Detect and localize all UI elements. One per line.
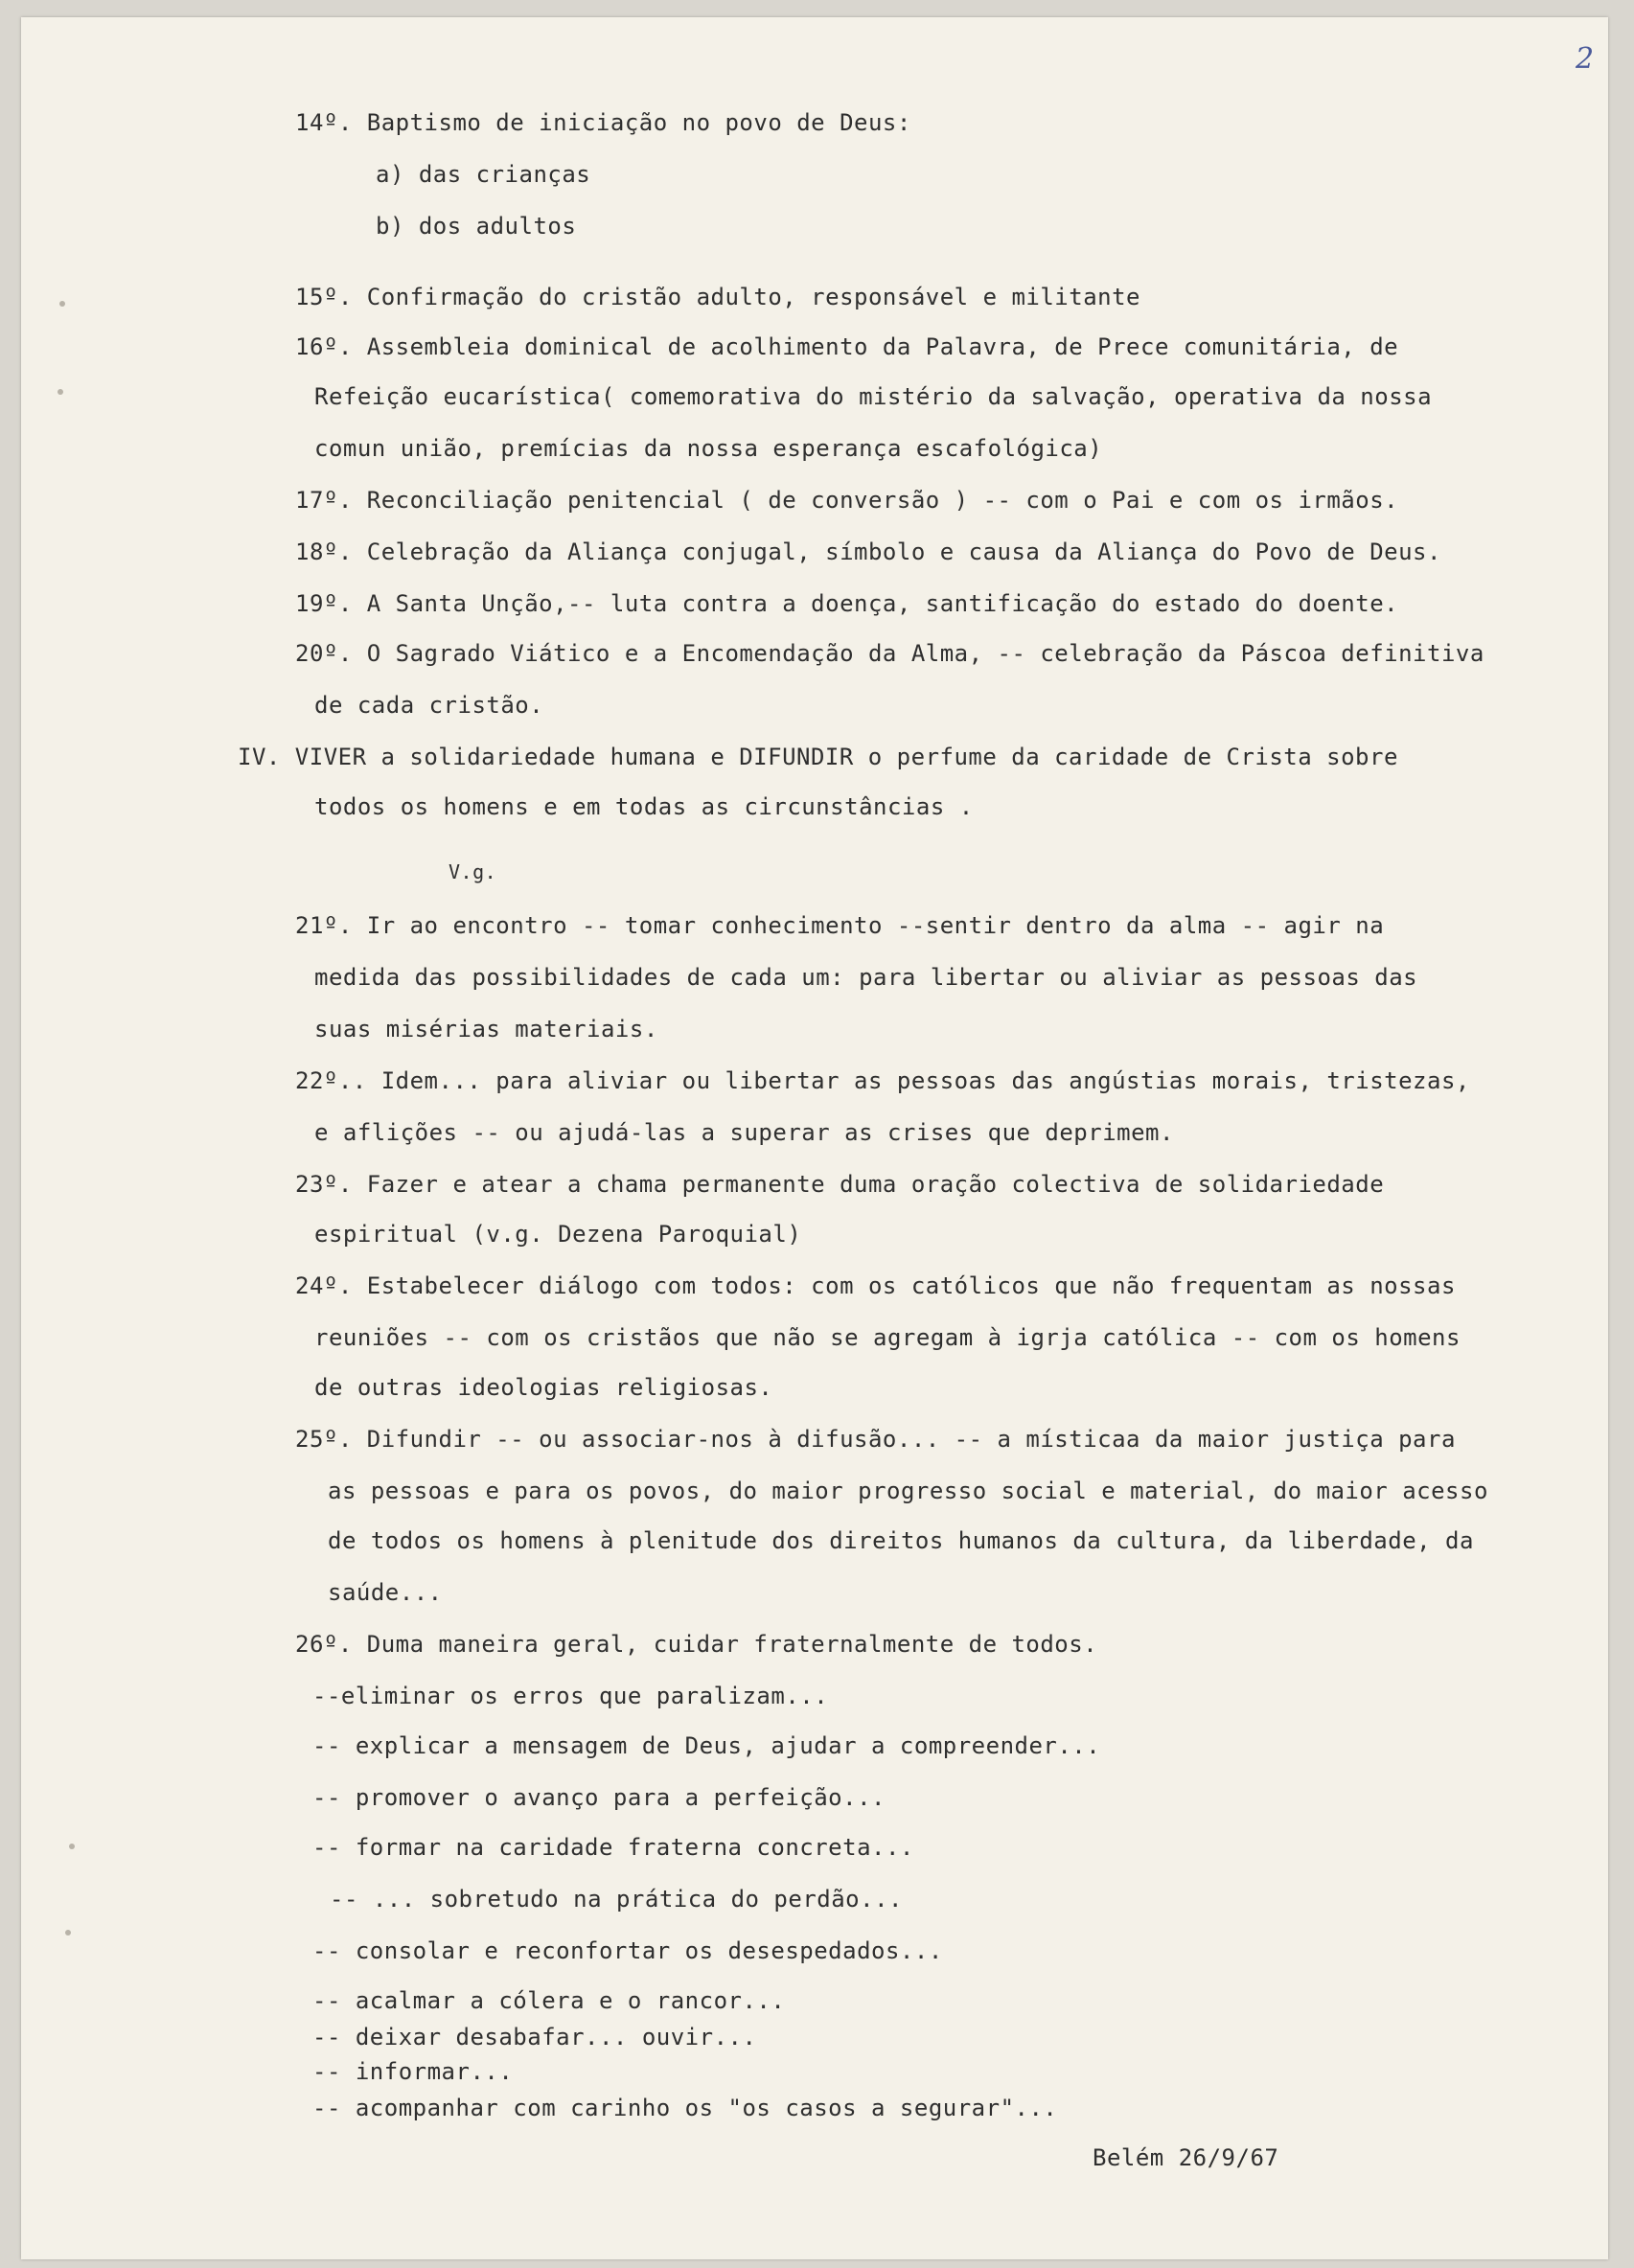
paper-speck: [69, 1844, 75, 1849]
paper-speck: [58, 389, 63, 395]
text-line: a) das crianças: [376, 161, 591, 188]
list-item: -- formar na caridade fraterna concreta...: [312, 1834, 914, 1861]
text-line: reuniões -- com os cristãos que não se agregam à igrja católica -- com os homens: [314, 1324, 1461, 1351]
text-line: 23º. Fazer e atear a chama permanente duma oração colectiva de solidariedade: [295, 1171, 1385, 1198]
list-item: -- consolar e reconfortar os desespedados...: [312, 1937, 943, 1964]
text-line: b) dos adultos: [376, 213, 577, 240]
list-item: -- ... sobretudo na prática do perdão...: [330, 1886, 903, 1913]
text-line: 24º. Estabelecer diálogo com todos: com os católicos que não frequentam as nossas: [295, 1272, 1456, 1299]
text-line: 18º. Celebração da Aliança conjugal, símbolo e causa da Aliança do Povo de Deus.: [295, 538, 1441, 565]
text-line: 14º. Baptismo de iniciação no povo de Deus:: [295, 109, 911, 136]
text-line: 25º. Difundir -- ou associar-nos à difusão... -- a místicaa da maior justiça para: [295, 1426, 1456, 1453]
text-line: de todos os homens à plenitude dos direitos humanos da cultura, da liberdade, da: [328, 1527, 1474, 1554]
text-line: 21º. Ir ao encontro -- tomar conhecimento --sentir dentro da alma -- agir na: [295, 912, 1385, 939]
text-line: 17º. Reconciliação penitencial ( de conversão ) -- com o Pai e com os irmãos.: [295, 487, 1399, 514]
text-line: suas misérias materiais.: [314, 1016, 658, 1042]
list-item: -- promover o avanço para a perfeição...: [312, 1784, 886, 1811]
list-item: --eliminar os erros que paralizam...: [312, 1683, 829, 1709]
text-line: 19º. A Santa Unção,-- luta contra a doença, santificação do estado do doente.: [295, 590, 1399, 617]
list-item: -- acompanhar com carinho os "os casos a segurar"...: [312, 2095, 1058, 2121]
text-line: 20º. O Sagrado Viático e a Encomendação da Alma, -- celebração da Páscoa definitiva: [295, 640, 1484, 667]
place-date: Belém 26/9/67: [1093, 2144, 1279, 2171]
text-line: V.g.: [449, 860, 497, 883]
text-line: medida das possibilidades de cada um: para libertar ou aliviar as pessoas das: [314, 964, 1418, 991]
document-page: [21, 17, 1608, 2259]
text-line: as pessoas e para os povos, do maior progresso social e material, do maior acesso: [328, 1478, 1488, 1504]
list-item: -- informar...: [312, 2058, 514, 2085]
text-line: 15º. Confirmação do cristão adulto, responsável e militante: [295, 284, 1141, 310]
text-line: 22º.. Idem... para aliviar ou libertar as pessoas das angústias morais, tristezas,: [295, 1067, 1470, 1094]
text-line: todos os homens e em todas as circunstâncias .: [314, 793, 974, 820]
paper-speck: [59, 301, 65, 307]
list-item: -- acalmar a cólera e o rancor...: [312, 1987, 786, 2014]
text-line: e aflições -- ou ajudá-las a superar as crises que deprimem.: [314, 1119, 1174, 1146]
text-line: Refeição eucarística( comemorativa do mistério da salvação, operativa da nossa: [314, 383, 1433, 410]
text-line: 16º. Assembleia dominical de acolhimento da Palavra, de Prece comunitária, de: [295, 333, 1399, 360]
text-line: de outras ideologias religiosas.: [314, 1374, 773, 1401]
paper-speck: [65, 1930, 71, 1936]
list-item: -- deixar desabafar... ouvir...: [312, 2024, 757, 2050]
text-line: de cada cristão.: [314, 692, 544, 719]
text-line: comun união, premícias da nossa esperança escafológica): [314, 435, 1103, 462]
section-heading: IV. VIVER a solidariedade humana e DIFUNDIR o perfume da caridade de Crista sobre: [238, 744, 1398, 770]
list-item: -- explicar a mensagem de Deus, ajudar a compreender...: [312, 1732, 1101, 1759]
page-number: 2: [1576, 42, 1595, 76]
text-line: espiritual (v.g. Dezena Paroquial): [314, 1221, 802, 1248]
text-line: saúde...: [328, 1579, 443, 1606]
text-line: 26º. Duma maneira geral, cuidar fraternalmente de todos.: [295, 1631, 1098, 1658]
